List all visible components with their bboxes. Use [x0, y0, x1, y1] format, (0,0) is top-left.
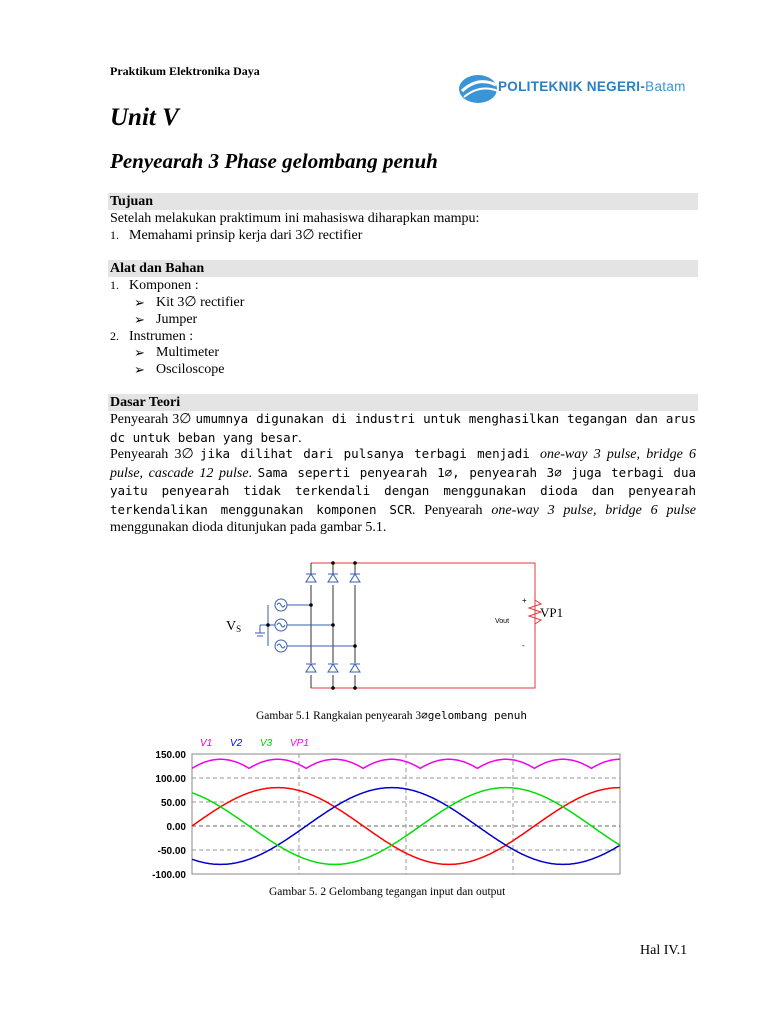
- list-item: [134, 344, 219, 362]
- list-text: Instrumen :: [129, 329, 194, 344]
- list-text: Komponen :: [129, 278, 199, 293]
- page-number: Hal IV.1: [640, 943, 688, 958]
- list-text: Kit 3∅ rectifier: [156, 295, 245, 310]
- output-wire: [311, 563, 535, 688]
- text-run: . Penyearah: [411, 502, 492, 518]
- text-run: jika dilihat dari pulsanya terbagi menjadi: [199, 446, 541, 461]
- text-run: .: [248, 465, 258, 481]
- text-run: one-way 3 pulse, bridge 6 pulse: [491, 502, 696, 518]
- arrow-bullet-icon: ➢: [134, 362, 145, 377]
- institution-logo: [458, 72, 698, 106]
- vs-label: VS: [226, 619, 242, 634]
- text-run: umumnya digunakan di industri untuk menghasilkan tegangan dan arus dc untuk beban yang besar: [110, 411, 696, 445]
- list-text: Jumper: [156, 312, 198, 327]
- theory-paragraph-2: [110, 445, 696, 537]
- list-number: 1.: [110, 228, 119, 242]
- y-tick-label: 50.00: [160, 798, 186, 809]
- minus-label: -: [522, 641, 525, 650]
- y-tick-label: -100.00: [152, 870, 186, 881]
- tujuan-item: [110, 227, 363, 244]
- list-text: Multimeter: [156, 345, 219, 360]
- rectifier-circuit-diagram: [220, 555, 564, 695]
- list-number: 1.: [110, 278, 119, 292]
- figure-caption-1: [256, 709, 527, 722]
- tujuan-intro: Setelah melakukan praktimum ini mahasiswa diharapkan mampu:: [110, 211, 480, 226]
- y-tick-label: 150.00: [155, 750, 186, 761]
- section-heading-alat: Alat dan Bahan: [108, 260, 698, 277]
- plus-label: +: [522, 596, 527, 605]
- theory-paragraph-1: [110, 410, 696, 447]
- logo-main-text: POLITEKNIK NEGERI: [498, 79, 641, 94]
- alat-group-2: [110, 328, 194, 345]
- text-run: Sama seperti penyearah 1∅, penyearah 3∅ juga terbagi dua yaitu penyearah tidak terkendali dengan menggunakan dioda dan penyearah terkendalikan menggunakan komponen SCR: [110, 464, 697, 517]
- vp1-label: VP1: [540, 605, 564, 620]
- page-subtitle: Penyearah 3 Phase gelombang penuh: [110, 149, 438, 173]
- y-tick-label: -50.00: [157, 846, 186, 857]
- list-item: [134, 311, 198, 329]
- list-item: [134, 294, 245, 312]
- alat-group-1: [110, 277, 199, 294]
- legend-item: V2: [230, 738, 243, 749]
- section-heading-tujuan: Tujuan: [108, 193, 698, 210]
- arrow-bullet-icon: ➢: [134, 345, 145, 360]
- text-run: one-way 3 pulse, bridge 6 pulse, cascade 12 pulse: [110, 447, 697, 481]
- list-text: Osciloscope: [156, 362, 225, 377]
- legend-item: VP1: [290, 738, 309, 749]
- list-number: 2.: [110, 329, 119, 343]
- waveform-chart: [140, 734, 630, 882]
- vout-label: Vout: [495, 618, 510, 625]
- unit-title: Unit V: [110, 104, 179, 131]
- text-run: .: [298, 430, 302, 446]
- y-tick-label: 100.00: [155, 774, 186, 785]
- text-run: menggunakan dioda ditunjukan pada gambar 5.1.: [110, 520, 387, 535]
- y-tick-label: 0.00: [166, 822, 186, 833]
- text-run: Gambar 5.1 Rangkaian penyearah 3: [256, 710, 422, 722]
- logo-emblem-icon: [458, 72, 502, 106]
- text-run: Penyearah 3∅: [110, 447, 200, 462]
- list-text: Memahami prinsip kerja dari 3∅ rectifier: [129, 228, 363, 243]
- text-run: Penyearah 3∅: [110, 412, 196, 427]
- section-heading-teori: Dasar Teori: [108, 394, 698, 411]
- arrow-bullet-icon: ➢: [134, 295, 145, 310]
- logo-text: POLITEKNIK NEGERI-Batam: [498, 79, 686, 94]
- logo-city-text: Batam: [645, 79, 686, 94]
- legend-item: V3: [260, 738, 273, 749]
- figure-caption-2: Gambar 5. 2 Gelombang tegangan input dan output: [269, 886, 506, 898]
- text-run: ∅gelombang penuh: [421, 709, 528, 722]
- legend-item: V1: [200, 738, 213, 749]
- course-header: Praktikum Elektronika Daya: [110, 64, 260, 78]
- list-item: [134, 361, 225, 379]
- arrow-bullet-icon: ➢: [134, 312, 145, 327]
